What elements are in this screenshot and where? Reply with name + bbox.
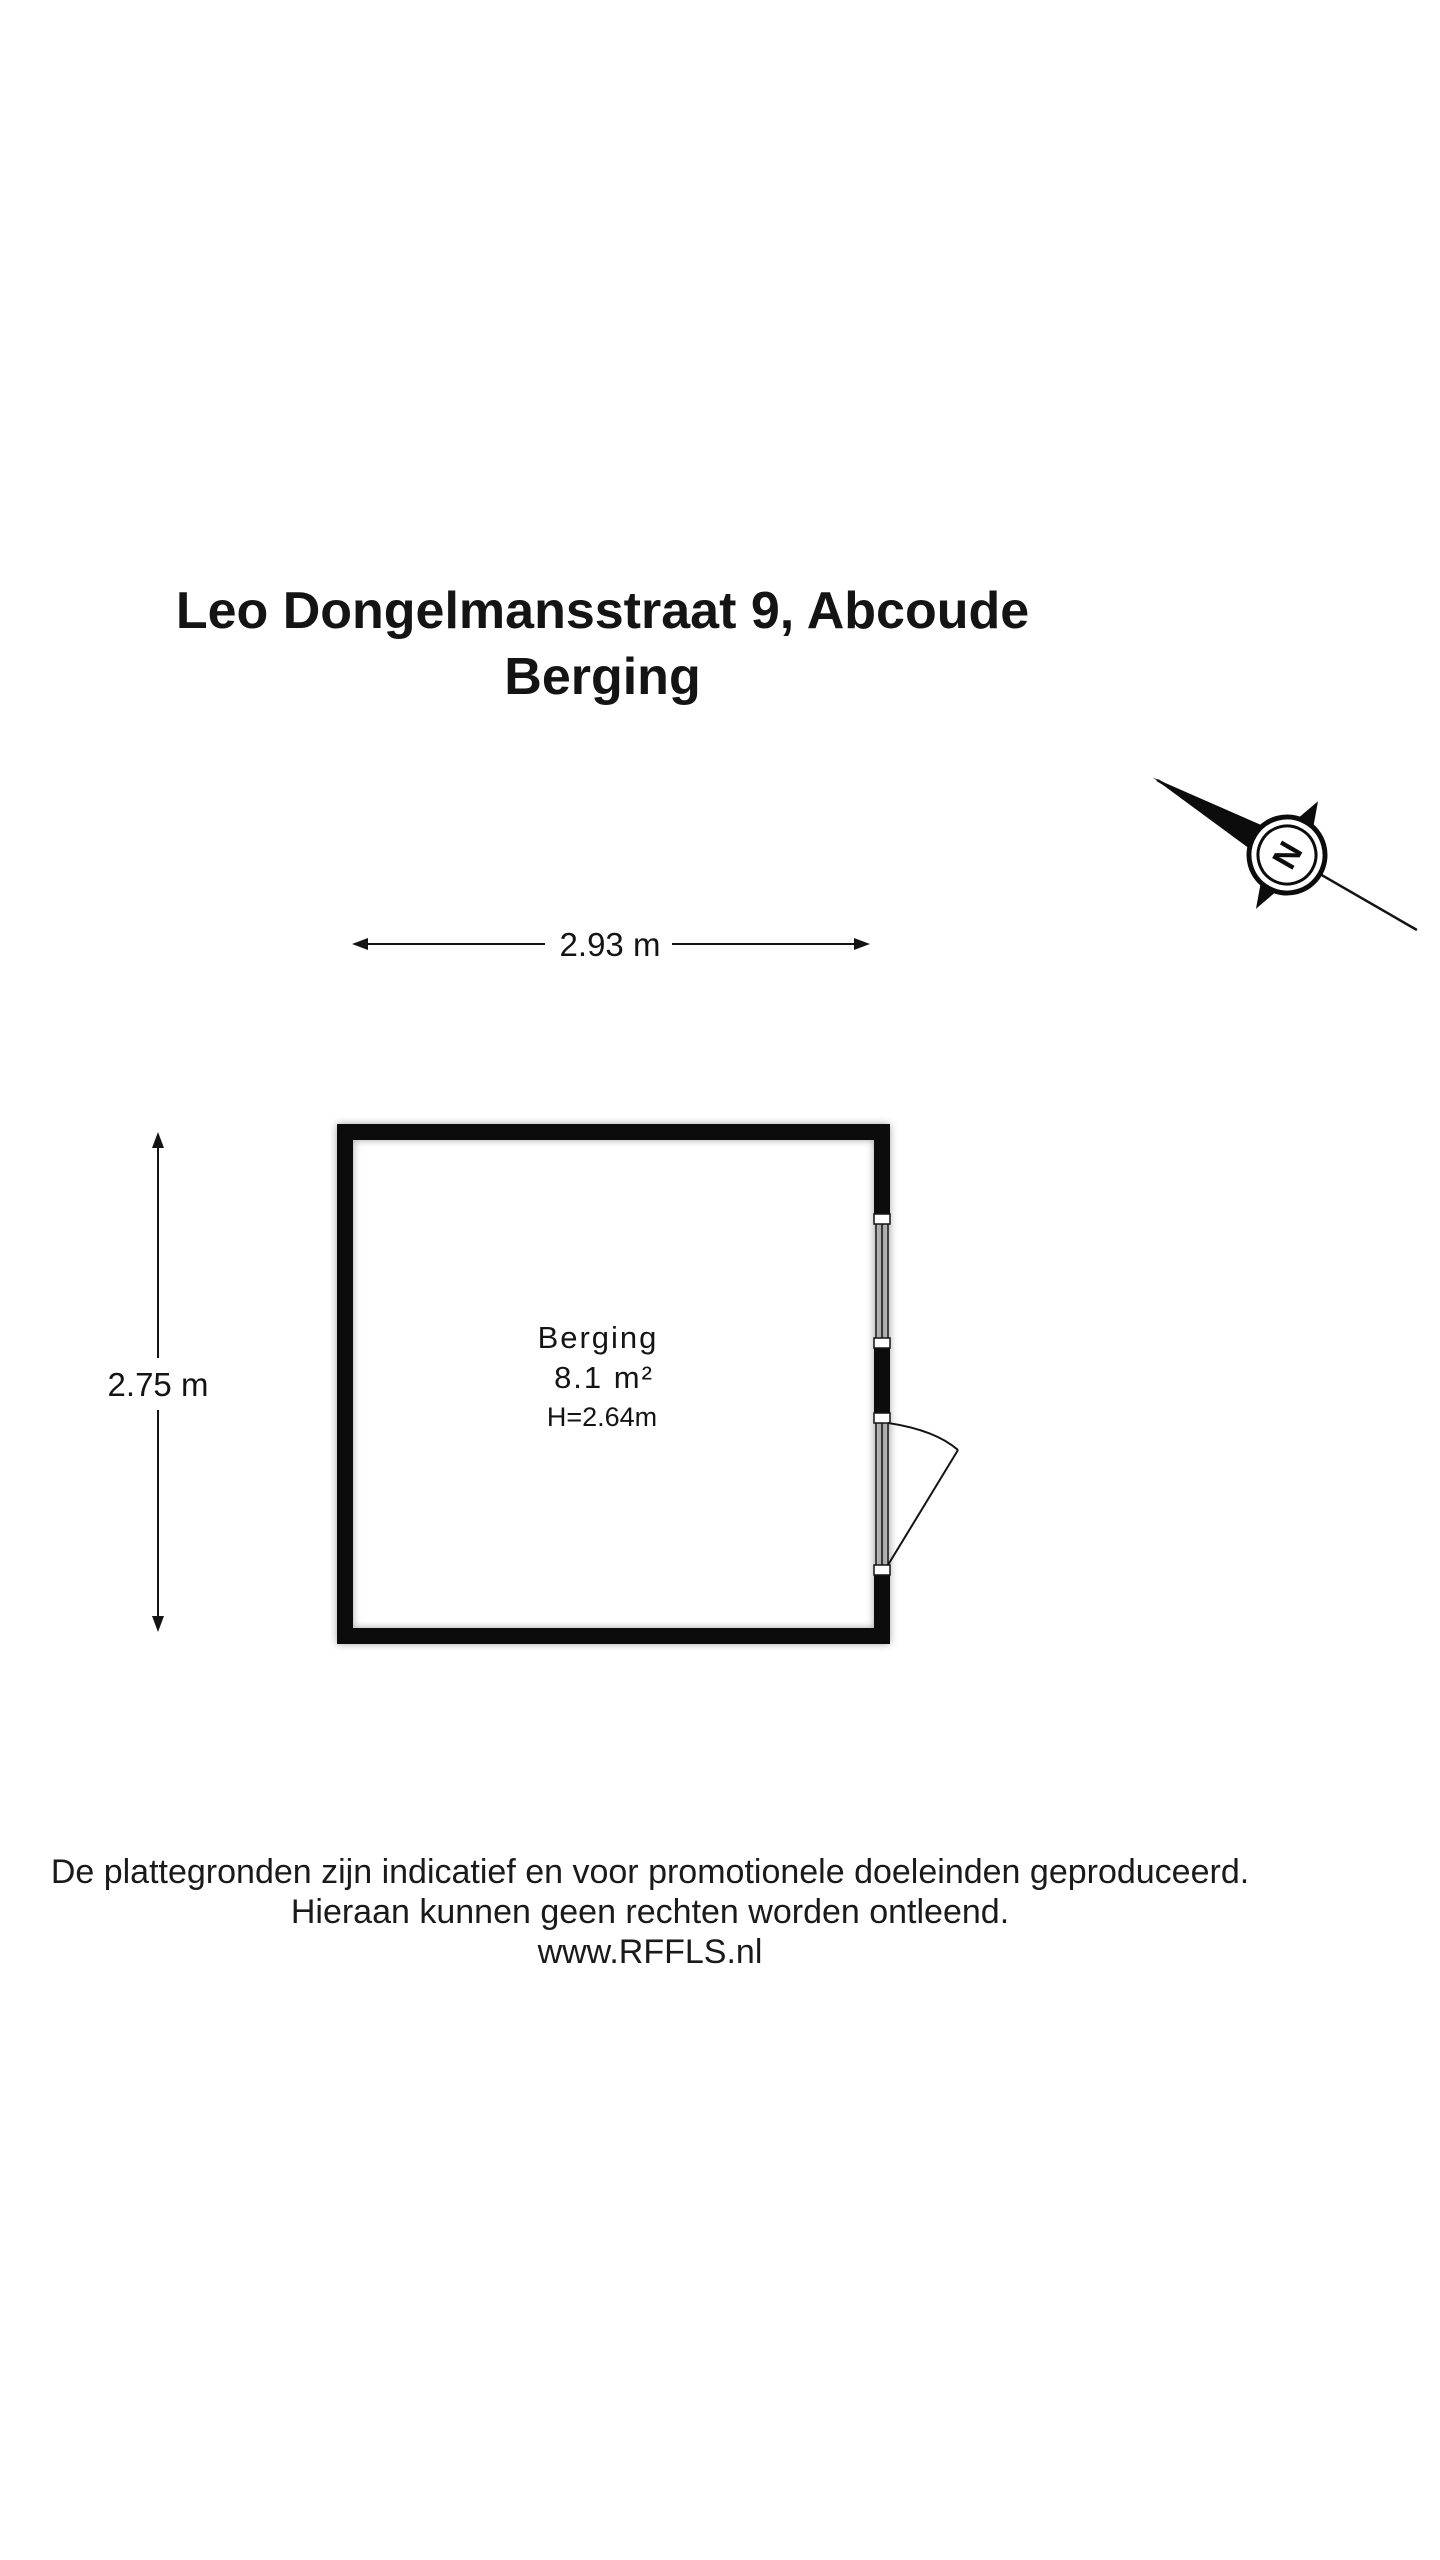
- room-name: Berging: [537, 1320, 659, 1355]
- disclaimer: [0, 1852, 1300, 1972]
- disclaimer-line-2: Hieraan kunnen geen rechten worden ontleend.: [290, 1893, 1010, 1931]
- window: [874, 1214, 890, 1348]
- wall-right-top: [874, 1124, 890, 1214]
- address-title: Leo Dongelmansstraat 9, Abcoude: [175, 582, 1030, 640]
- website-link: www.RFFLS.nl: [537, 1933, 763, 1971]
- width-dimension: [352, 926, 870, 963]
- wall-left: [337, 1124, 353, 1644]
- height-dimension: [108, 1132, 209, 1632]
- door-jamb-bottom: [874, 1565, 890, 1575]
- width-label: 2.93 m: [559, 926, 661, 963]
- door-leaf: [888, 1450, 958, 1565]
- width-arrow-left-icon: [352, 938, 368, 950]
- height-label: 2.75 m: [107, 1366, 209, 1403]
- width-arrow-right-icon: [854, 938, 870, 950]
- room-ceiling-height: H=2.64m: [546, 1402, 658, 1432]
- window-jamb-top: [874, 1214, 890, 1224]
- room-area: 8.1 m²: [554, 1360, 654, 1395]
- door-swing-arc: [888, 1423, 958, 1450]
- window-jamb-bottom: [874, 1338, 890, 1348]
- compass-label: N: [1265, 835, 1311, 876]
- wall-right-bottom: [874, 1575, 890, 1644]
- wall-right-middle: [874, 1348, 890, 1413]
- height-arrow-top-icon: [152, 1132, 164, 1148]
- wall-top: [337, 1124, 890, 1140]
- wall-bottom: [337, 1628, 890, 1644]
- north-arrow-icon: [1122, 724, 1440, 984]
- floor-title: Berging: [504, 648, 701, 706]
- door-jamb-top: [874, 1413, 890, 1423]
- compass-needle-north: [1146, 766, 1260, 847]
- disclaimer-line-1: De plattegronden zijn indicatief en voor promotionele doeleinden geproduceerd.: [50, 1853, 1250, 1891]
- room-label: [538, 1320, 659, 1432]
- height-arrow-bottom-icon: [152, 1616, 164, 1632]
